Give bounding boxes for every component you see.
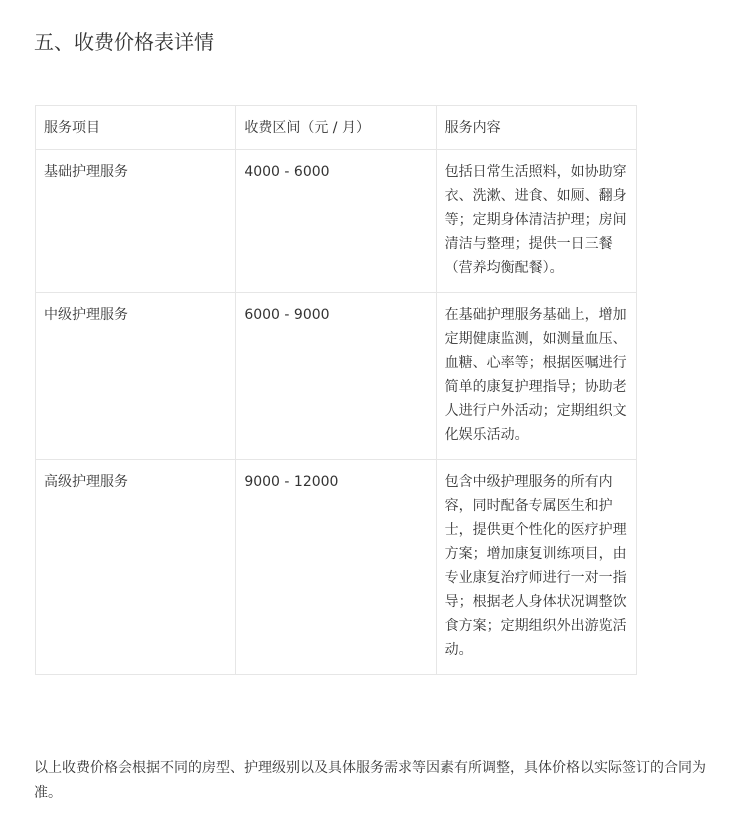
header-price-range: 收费区间（元 / 月） [236,106,436,150]
header-service-item: 服务项目 [36,106,236,150]
table-row [36,293,637,460]
service-content-cell: 包含中级护理服务的所有内容，同时配备专属医生和护士，提供更个性化的医疗护理方案；增加康复训练项目，由专业康复治疗师进行一对一指导；根据老人身体状况调整饮食方案；定期组织外出游览活动。 [436,460,636,675]
service-name-cell: 中级护理服务 [36,293,236,460]
price-range-cell: 6000 - 9000 [236,293,436,460]
table-header-row [36,106,637,150]
table-row [36,150,637,293]
price-table [35,105,637,675]
price-range-cell: 4000 - 6000 [236,150,436,293]
header-service-content: 服务内容 [436,106,636,150]
service-content-cell: 包括日常生活照料，如协助穿衣、洗漱、进食、如厕、翻身等；定期身体清洁护理；房间清洁与整理；提供一日三餐（营养均衡配餐）。 [436,150,636,293]
service-content-cell: 在基础护理服务基础上，增加定期健康监测，如测量血压、血糖、心率等；根据医嘱进行简单的康复护理指导；协助老人进行户外活动；定期组织文化娱乐活动。 [436,293,636,460]
section-title: 五、收费价格表详情 [34,30,214,54]
pricing-footnote: 以上收费价格会根据不同的房型、护理级别以及具体服务需求等因素有所调整，具体价格以实际签订的合同为准。 [34,760,706,801]
table-row [36,460,637,675]
service-name-cell: 基础护理服务 [36,150,236,293]
price-range-cell: 9000 - 12000 [236,460,436,675]
service-name-cell: 高级护理服务 [36,460,236,675]
